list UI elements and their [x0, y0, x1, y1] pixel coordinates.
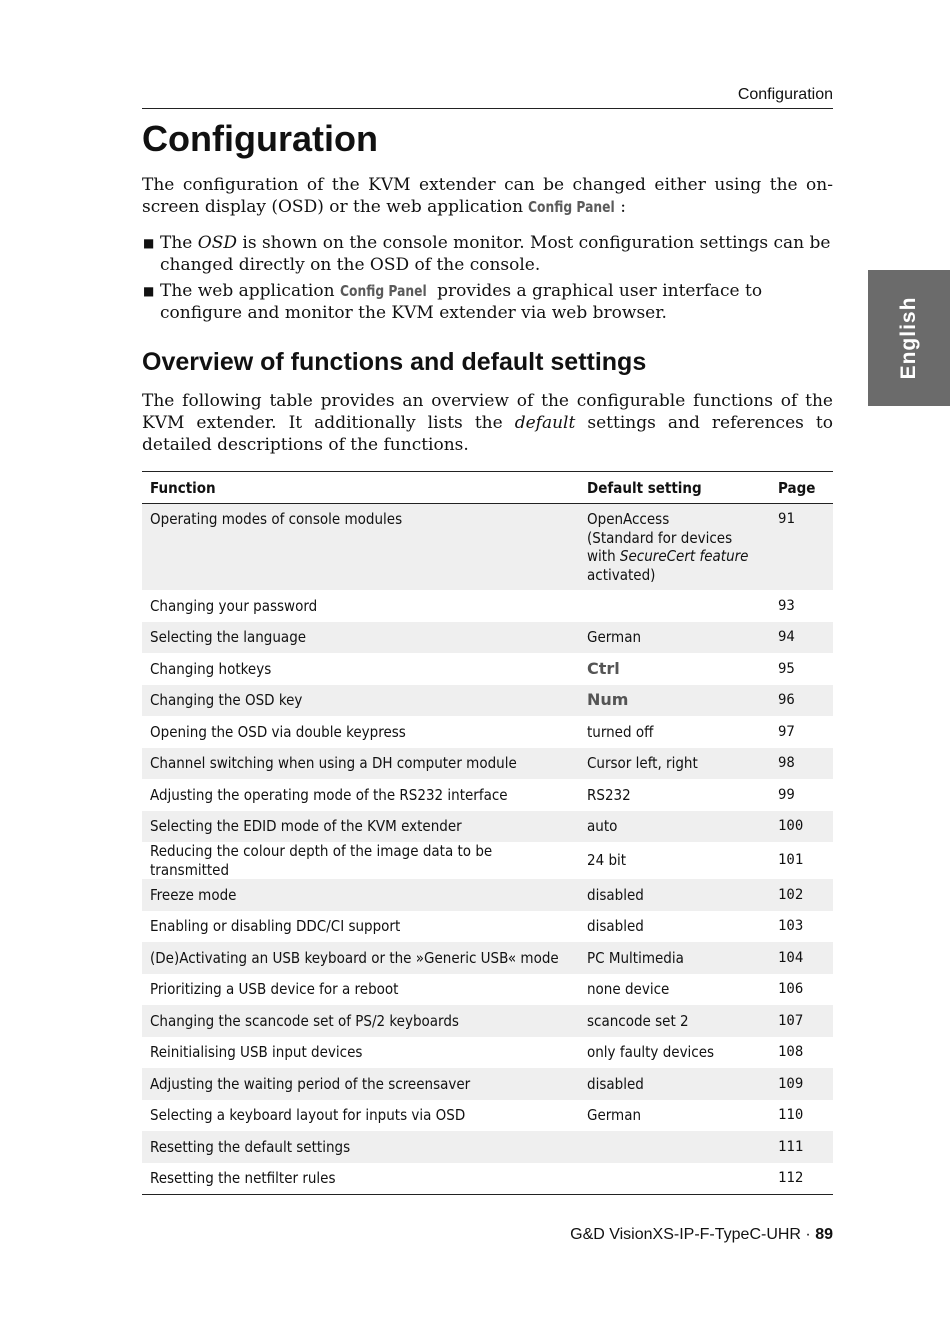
- table-row: [142, 1005, 833, 1037]
- table-row: [142, 653, 833, 685]
- page-footer: [142, 1226, 833, 1244]
- cell-function: Reducing the colour depth of the image data to be transmitted: [150, 842, 493, 879]
- cell-function: Selecting the language: [142, 622, 579, 654]
- table-row: [142, 622, 833, 654]
- cell-function: Selecting the EDID mode of the KVM extender: [142, 811, 579, 843]
- cell-function: Reinitialising USB input devices: [150, 1043, 363, 1061]
- cell-default: auto: [579, 811, 770, 843]
- cell-page: 110: [778, 1107, 804, 1123]
- section-title: Overview of functions and default settings: [142, 348, 647, 376]
- cell-default: 24 bit: [587, 851, 627, 870]
- cell-default: [579, 590, 770, 622]
- cell-function: Changing hotkeys: [150, 659, 272, 678]
- section-text-end: settings and references to detailed descriptions of the functions.: [142, 413, 833, 455]
- intro-paragraph: [142, 174, 833, 218]
- cell-default: disabled: [579, 1068, 770, 1100]
- bullet-item-config-panel: [142, 280, 833, 324]
- section-text: The following table provides an overview of the configurable functions of the KVM extender. It additionally lists the: [142, 391, 833, 433]
- intro-text: The configuration of the KVM extender can be changed either using the on-screen display (OSD) or the web application: [142, 175, 833, 217]
- cell-page: 96: [770, 685, 833, 717]
- table-row: [142, 811, 833, 843]
- cell-default: scancode set 2: [579, 1005, 770, 1037]
- cell-default: Ctrl: [587, 658, 620, 678]
- bullet-emphasis: OSD: [197, 233, 237, 253]
- cell-default: [579, 504, 770, 591]
- table-header-row: [142, 472, 833, 504]
- intro-text-end: :: [620, 197, 626, 217]
- table-row: [142, 716, 833, 748]
- cell-default: PC Multimedia: [579, 942, 770, 974]
- cell-page: 101: [778, 852, 804, 869]
- cell-default: disabled: [587, 917, 644, 935]
- cell-default: Cursor left, right: [579, 748, 770, 780]
- table-row: [142, 1100, 833, 1132]
- table-row: [142, 1131, 833, 1163]
- default-line: (Standard for devices: [587, 528, 733, 547]
- cell-function: Resetting the netfilter rules: [150, 1169, 336, 1187]
- cell-function: Channel switching when using a DH computer module: [142, 748, 579, 780]
- default-line: with: [587, 547, 620, 565]
- cell-function: Enabling or disabling DDC/CI support: [150, 917, 401, 935]
- page-title: Configuration: [142, 118, 378, 159]
- table-row: [142, 974, 833, 1006]
- cell-function: Resetting the default settings: [142, 1131, 579, 1163]
- functions-table: [142, 471, 833, 1195]
- cell-function: Selecting a keyboard layout for inputs via OSD: [150, 1106, 466, 1124]
- cell-page: 91: [770, 504, 833, 591]
- table-row: [142, 504, 833, 591]
- cell-page: 108: [778, 1044, 804, 1060]
- cell-function: Prioritizing a USB device for a reboot: [150, 980, 399, 998]
- cell-default: [579, 1131, 770, 1163]
- bullet-item-osd: [142, 232, 833, 276]
- footer-product: G&D VisionXS-IP-F-TypeC-UHR ·: [570, 1226, 816, 1243]
- table-row: [142, 842, 833, 879]
- table-row: [142, 911, 833, 943]
- header-default-setting: Default setting: [579, 472, 770, 504]
- cell-page: 97: [778, 723, 795, 740]
- cell-default: German: [587, 1106, 642, 1124]
- cell-page: 99: [778, 786, 795, 803]
- cell-default: turned off: [587, 722, 654, 741]
- cell-page: 111: [770, 1131, 833, 1163]
- cell-default: German: [579, 622, 770, 654]
- table-row: [142, 1068, 833, 1100]
- table-row: [142, 1037, 833, 1069]
- table-row: [142, 685, 833, 717]
- section-paragraph: [142, 390, 833, 456]
- cell-function: Adjusting the operating mode of the RS232 interface: [150, 785, 508, 804]
- bullet-list: [142, 232, 833, 324]
- cell-function: Changing the OSD key: [142, 685, 579, 717]
- bullet-marker: ■: [143, 236, 155, 250]
- default-emphasis: SecureCert feature: [619, 547, 749, 565]
- bullet-text: The web application: [160, 281, 340, 301]
- cell-page: 100: [770, 811, 833, 843]
- cell-page: 103: [778, 918, 804, 934]
- table-row: [142, 1163, 833, 1195]
- table-row: [142, 779, 833, 811]
- running-header: Configuration: [142, 86, 833, 109]
- cell-function: Freeze mode: [142, 879, 579, 911]
- bullet-text: is shown on the console monitor. Most configuration settings can be changed directly on the OSD of the console.: [160, 233, 831, 275]
- cell-function: Changing your password: [150, 596, 318, 615]
- table-row: [142, 590, 833, 622]
- cell-default: none device: [587, 980, 670, 998]
- cell-page: 94: [770, 622, 833, 654]
- table-row: [142, 942, 833, 974]
- header-page: Page: [770, 472, 833, 504]
- cell-page: 98: [770, 748, 833, 780]
- cell-function: Adjusting the waiting period of the screensaver: [142, 1068, 579, 1100]
- cell-default: [579, 1163, 770, 1195]
- footer-page-number: 89: [815, 1226, 833, 1243]
- config-panel-name: Config Panel: [528, 198, 616, 216]
- cell-default: only faulty devices: [587, 1043, 715, 1061]
- cell-function: Opening the OSD via double keypress: [150, 722, 406, 741]
- cell-page: 106: [778, 981, 804, 997]
- language-side-tab: [868, 270, 950, 406]
- bullet-text: The: [160, 233, 198, 253]
- bullet-text: provides a graphical user interface to configure and monitor the KVM extender via web browser.: [160, 281, 763, 323]
- cell-function: Changing the scancode set of PS/2 keyboards: [142, 1005, 579, 1037]
- header-function: Function: [142, 472, 579, 504]
- table-row: [142, 879, 833, 911]
- bullet-marker: ■: [143, 284, 155, 298]
- cell-page: 112: [778, 1170, 804, 1186]
- side-tab-label: English: [897, 296, 920, 380]
- cell-default: Num: [579, 685, 770, 717]
- default-line: OpenAccess: [587, 510, 670, 528]
- cell-default: disabled: [579, 879, 770, 911]
- default-line: activated): [587, 565, 656, 584]
- cell-function: (De)Activating an USB keyboard or the »Generic USB« mode: [142, 942, 579, 974]
- section-emphasis: default: [514, 413, 576, 433]
- cell-page: 104: [770, 942, 833, 974]
- page-content: [142, 116, 833, 1195]
- cell-page: 109: [770, 1068, 833, 1100]
- cell-page: 107: [770, 1005, 833, 1037]
- cell-page: 102: [770, 879, 833, 911]
- cell-page: 93: [778, 597, 795, 614]
- cell-default: RS232: [587, 785, 631, 804]
- cell-page: 95: [778, 660, 795, 677]
- cell-function: Operating modes of console modules: [142, 504, 579, 591]
- config-panel-name: Config Panel: [339, 282, 427, 300]
- table-row: [142, 748, 833, 780]
